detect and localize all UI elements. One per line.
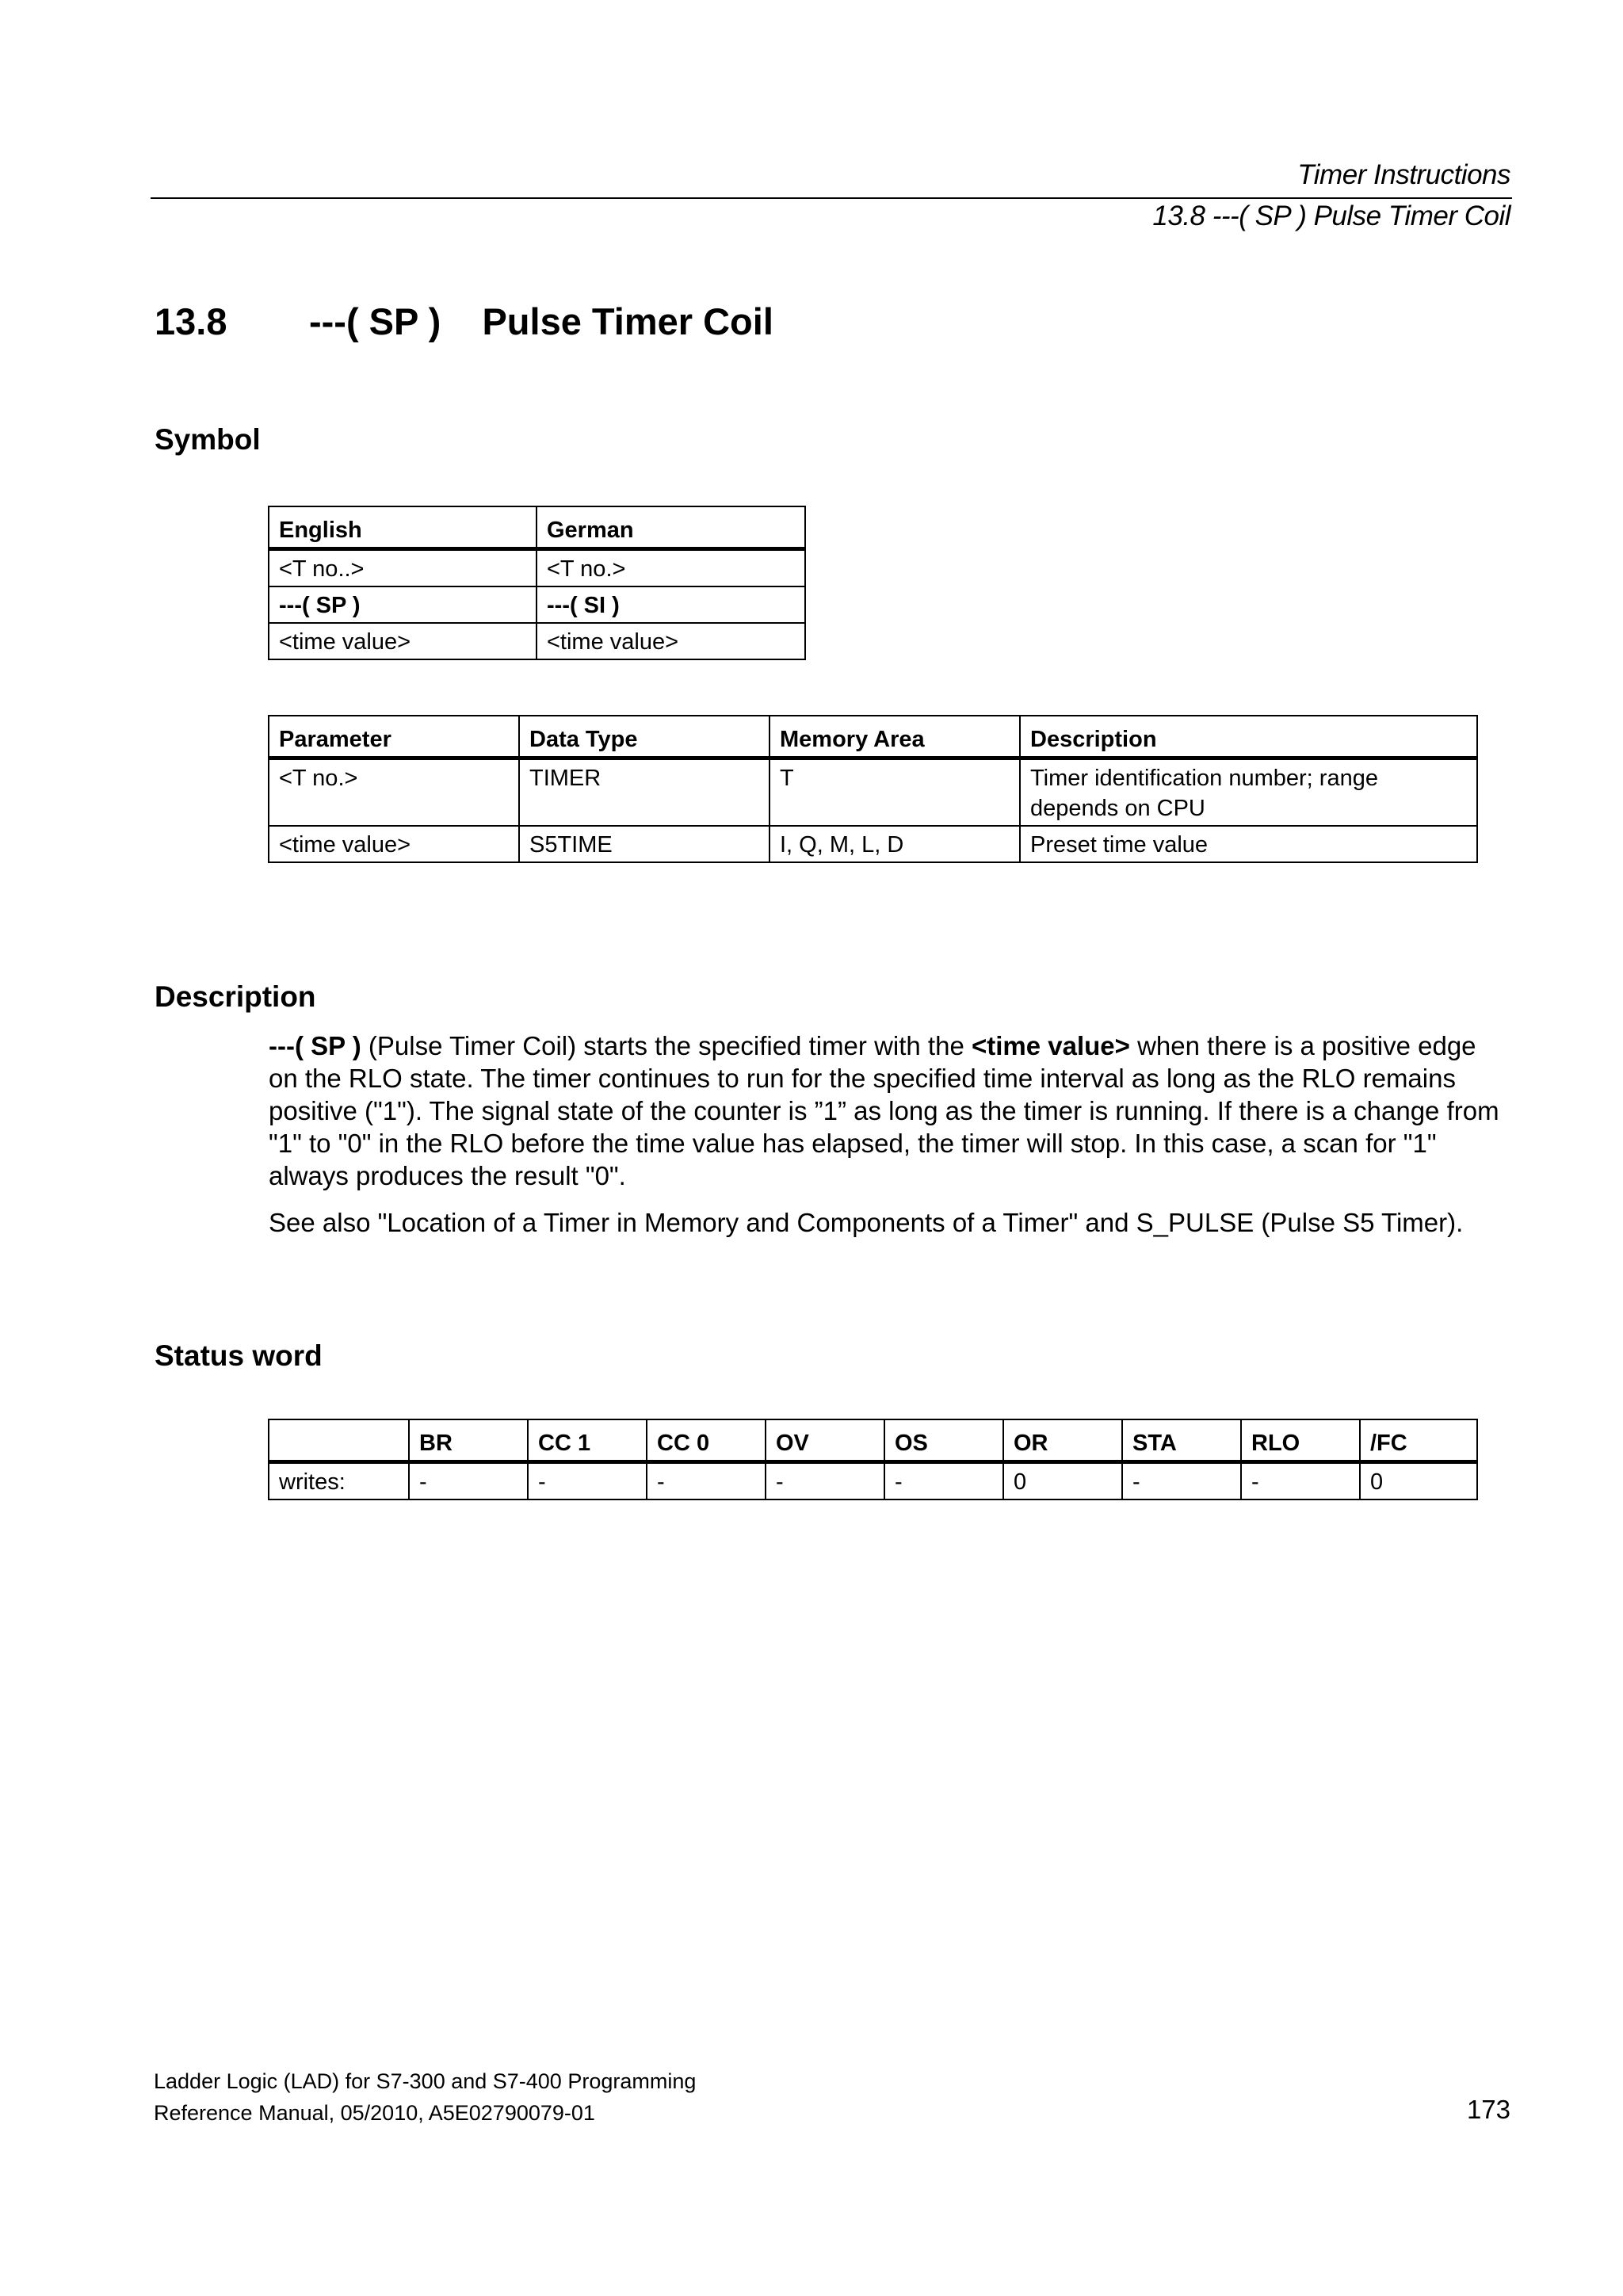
table-header: CC 0 [647,1419,766,1462]
table-cell: Preset time value [1020,826,1477,862]
table-cell: Timer identification number; range depends on CPU [1020,758,1477,827]
table-header: OV [766,1419,884,1462]
running-header-section: 13.8 ---( SP ) Pulse Timer Coil [1152,201,1510,231]
table-cell: - [884,1462,1003,1500]
table-row [269,549,805,587]
table-cell: S5TIME [519,826,769,862]
table-cell: - [528,1462,647,1500]
table-row [269,826,1477,862]
symbol-heading: Symbol [155,423,261,456]
table-cell: ---( SI ) [537,586,805,623]
table-row [269,623,805,659]
instruction-name: ---( SP ) [269,1031,361,1060]
table-cell: ---( SP ) [269,586,537,623]
description-text: (Pulse Timer Coil) starts the specified timer with the [361,1031,972,1060]
section-number: 13.8 [155,300,227,342]
see-also-paragraph: See also "Location of a Timer in Memory and Components of a Timer" and S_PULSE (Pulse S5 Timer). [269,1208,1464,1237]
status-word-table [268,1419,1478,1500]
parameter-name: <time value> [971,1031,1130,1060]
table-header: German [537,506,805,549]
table-cell: - [409,1462,528,1500]
table-cell: 0 [1360,1462,1477,1500]
table-cell: TIMER [519,758,769,827]
table-cell: <T no.> [537,549,805,587]
table-row [269,586,805,623]
table-cell: <time value> [269,623,537,659]
description-paragraph [269,1030,1505,1192]
table-cell: writes: [269,1462,409,1500]
table-row [269,1462,1477,1500]
section-title: ---( SP ) Pulse Timer Coil [309,300,773,342]
description-text: when there is a positive edge on the RLO state. The timer continues to run for the specified time interval as long as the RLO remains positive ("1"). The signal state of the counter is ”1” as long as the timer is running. If there is a change from "1" to "0" in the RLO before the time value has elapsed, the timer will stop. In this case, a scan for "1" always produces the result "0". [269,1031,1499,1190]
table-header: OS [884,1419,1003,1462]
table-header: BR [409,1419,528,1462]
parameter-table [268,715,1478,863]
table-cell: - [1122,1462,1241,1500]
header-rule [151,197,1512,199]
footer-document-id: Reference Manual, 05/2010, A5E02790079-01 [154,2101,595,2125]
table-cell: <time value> [537,623,805,659]
table-header: RLO [1241,1419,1360,1462]
description-heading: Description [155,980,316,1013]
status-word-heading: Status word [155,1339,323,1372]
table-header: CC 1 [528,1419,647,1462]
table-header: Data Type [519,716,769,758]
table-header: /FC [1360,1419,1477,1462]
table-cell: <T no.> [269,758,519,827]
running-header-chapter: Timer Instructions [1297,159,1510,190]
table-header: Parameter [269,716,519,758]
table-cell: <time value> [269,826,519,862]
table-cell: T [769,758,1020,827]
table-cell: <T no..> [269,549,537,587]
table-row [269,758,1477,827]
table-header: English [269,506,537,549]
symbol-language-table [268,506,806,660]
table-header: Memory Area [769,716,1020,758]
page-number: 173 [1466,2095,1510,2124]
table-header [269,1419,409,1462]
table-cell: I, Q, M, L, D [769,826,1020,862]
table-cell: 0 [1003,1462,1122,1500]
table-header: STA [1122,1419,1241,1462]
table-header: Description [1020,716,1477,758]
table-header: OR [1003,1419,1122,1462]
table-cell: - [1241,1462,1360,1500]
table-cell: - [766,1462,884,1500]
footer-document-title: Ladder Logic (LAD) for S7-300 and S7-400 Programming [154,2069,697,2093]
table-cell: - [647,1462,766,1500]
